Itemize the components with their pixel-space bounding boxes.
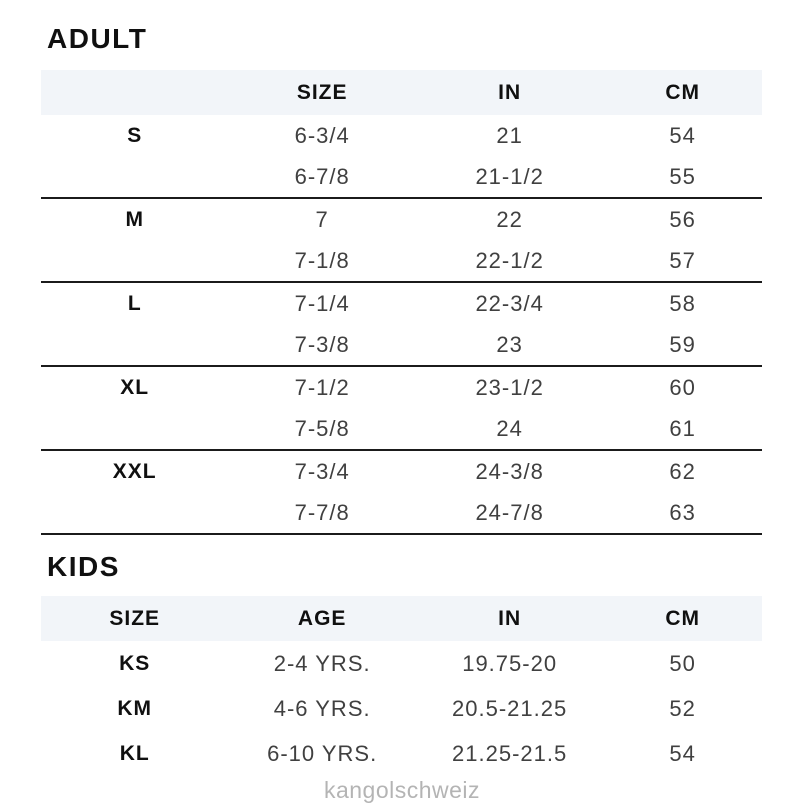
cm-value: 54 xyxy=(669,122,696,148)
hat-size-value: 7-1/8 xyxy=(294,247,350,273)
cm-value: 54 xyxy=(669,740,696,766)
cm-value: 57 xyxy=(669,247,696,273)
table-row xyxy=(41,451,762,492)
table-row xyxy=(41,156,762,197)
cm-value: 55 xyxy=(669,163,696,189)
table-row xyxy=(41,240,762,281)
kids-col-header-in: IN xyxy=(498,606,522,630)
inches-value: 24 xyxy=(496,415,523,441)
kids-table-header xyxy=(41,596,762,641)
inches-value: 20.5-21.25 xyxy=(452,695,568,721)
age-value: 4-6 YRS. xyxy=(273,695,371,721)
table-row xyxy=(41,641,762,686)
adult-size-group-l xyxy=(41,283,762,367)
kids-size-label: KL xyxy=(119,741,150,765)
adult-table-body xyxy=(41,115,762,535)
hat-size-value: 7-3/8 xyxy=(294,331,350,357)
table-row xyxy=(41,324,762,365)
table-row xyxy=(41,367,762,408)
table-row xyxy=(41,283,762,324)
table-row xyxy=(41,686,762,731)
size-group-label: XXL xyxy=(112,459,157,483)
kids-col-header-age: AGE xyxy=(297,606,347,630)
size-group-label: M xyxy=(125,207,144,231)
age-value: 2-4 YRS. xyxy=(273,650,371,676)
kids-col-header-cm: CM xyxy=(665,606,700,630)
inches-value: 19.75-20 xyxy=(462,650,558,676)
inches-value: 23-1/2 xyxy=(475,374,544,400)
kids-section-title: KIDS xyxy=(47,551,120,582)
size-chart xyxy=(41,0,762,776)
cm-value: 60 xyxy=(669,374,696,400)
adult-col-header-cm: CM xyxy=(665,80,700,104)
kids-col-header-size: SIZE xyxy=(109,606,161,630)
adult-size-group-xl xyxy=(41,367,762,451)
inches-value: 22-1/2 xyxy=(475,247,544,273)
inches-value: 24-3/8 xyxy=(475,458,544,484)
cm-value: 50 xyxy=(669,650,696,676)
kids-table-body xyxy=(41,641,762,776)
inches-value: 22-3/4 xyxy=(475,290,544,316)
adult-size-group-s xyxy=(41,115,762,199)
table-row xyxy=(41,492,762,533)
cm-value: 56 xyxy=(669,206,696,232)
inches-value: 21 xyxy=(496,122,523,148)
inches-value: 21-1/2 xyxy=(475,163,544,189)
cm-value: 52 xyxy=(669,695,696,721)
cm-value: 63 xyxy=(669,499,696,525)
hat-size-value: 7-1/4 xyxy=(294,290,350,316)
age-value: 6-10 YRS. xyxy=(267,740,378,766)
hat-size-value: 6-7/8 xyxy=(294,163,350,189)
adult-size-group-m xyxy=(41,199,762,283)
adult-col-header-in: IN xyxy=(498,80,522,104)
cm-value: 59 xyxy=(669,331,696,357)
watermark-text: kangolschweiz xyxy=(323,777,481,803)
inches-value: 21.25-21.5 xyxy=(452,740,568,766)
cm-value: 61 xyxy=(669,415,696,441)
cm-value: 58 xyxy=(669,290,696,316)
hat-size-value: 7-3/4 xyxy=(294,458,350,484)
hat-size-value: 7 xyxy=(315,206,329,232)
table-row xyxy=(41,731,762,776)
table-row xyxy=(41,115,762,156)
table-row xyxy=(41,408,762,449)
hat-size-value: 7-5/8 xyxy=(294,415,350,441)
inches-value: 23 xyxy=(496,331,523,357)
adult-section-title: ADULT xyxy=(47,23,148,54)
hat-size-value: 7-7/8 xyxy=(294,499,350,525)
hat-size-value: 7-1/2 xyxy=(294,374,350,400)
inches-value: 22 xyxy=(496,206,523,232)
cm-value: 62 xyxy=(669,458,696,484)
adult-col-header-size: SIZE xyxy=(296,80,348,104)
adult-table-header xyxy=(41,70,762,115)
size-group-label: L xyxy=(127,291,142,315)
size-group-label: S xyxy=(127,123,143,147)
inches-value: 24-7/8 xyxy=(475,499,544,525)
kids-size-label: KM xyxy=(117,696,153,720)
hat-size-value: 6-3/4 xyxy=(294,122,350,148)
kids-size-label: KS xyxy=(119,651,151,675)
adult-size-group-xxl xyxy=(41,451,762,535)
size-group-label: XL xyxy=(120,375,150,399)
table-row xyxy=(41,199,762,240)
